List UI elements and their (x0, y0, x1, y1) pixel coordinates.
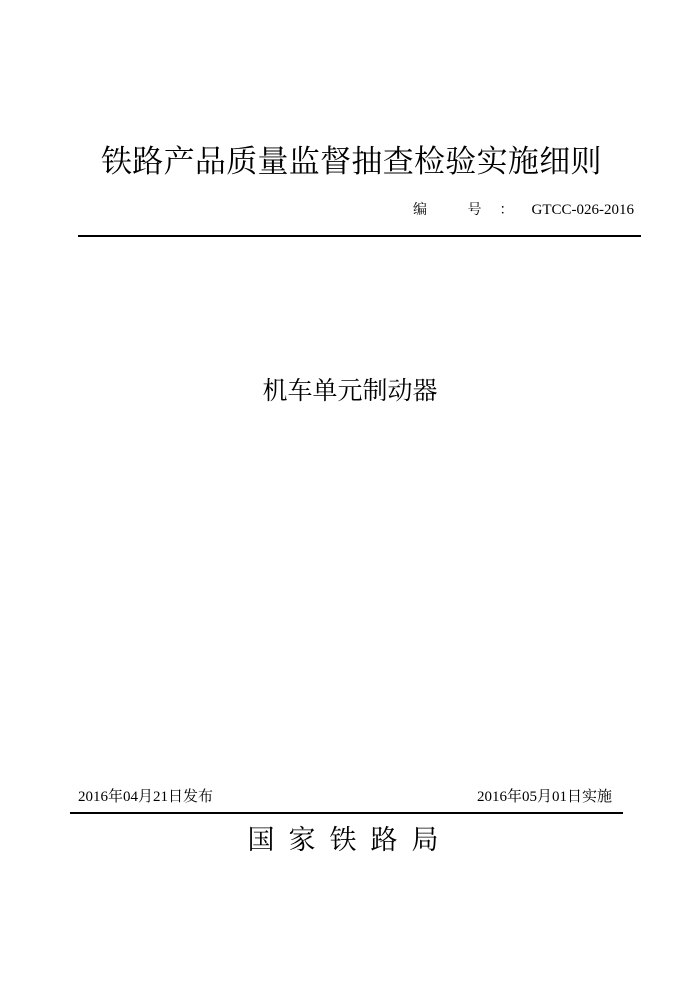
document-number (413, 199, 634, 221)
header-divider (78, 235, 641, 237)
issuing-authority: 国家铁路局 (247, 825, 453, 856)
effective-date: 2016年05月01日实施 (476, 789, 612, 805)
release-date: 2016年04月21日发布 (78, 789, 214, 805)
document-number-label: 编 号： (413, 202, 532, 218)
document-title: 铁路产品质量监督抽查检验实施细则 (101, 144, 602, 180)
footer-divider (70, 812, 623, 814)
document-subject: 机车单元制动器 (262, 376, 438, 405)
document-number-value: GTCC-026-2016 (531, 202, 634, 218)
